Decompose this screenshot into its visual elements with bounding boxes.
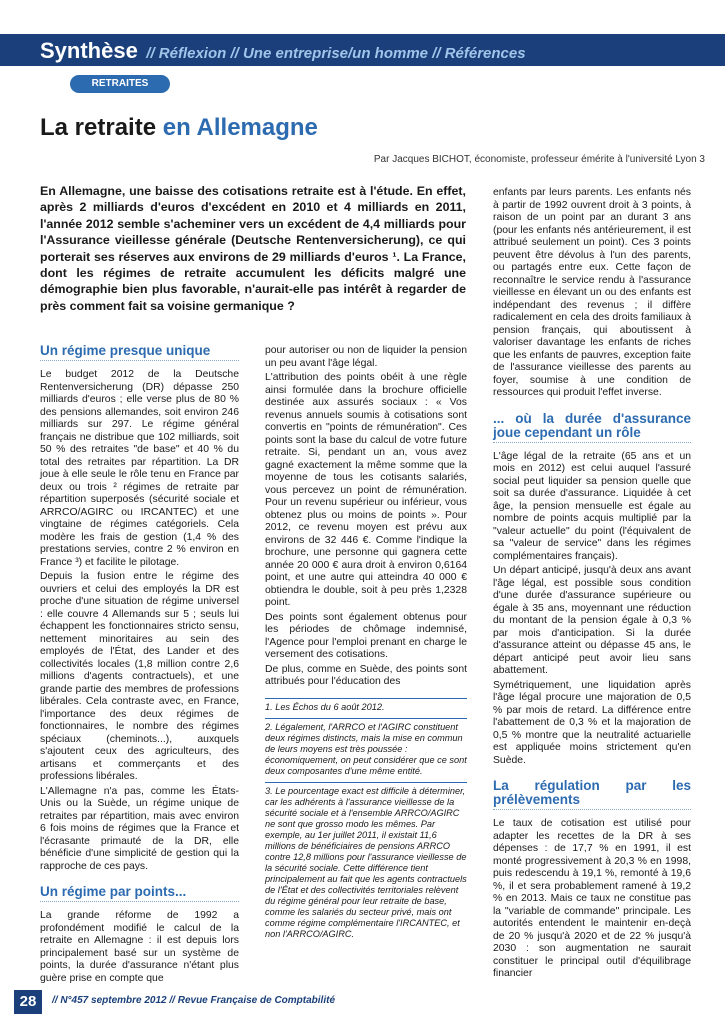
paragraph: Symétriquement, une liquidation après l'âge légal procure une majoration de 0,5 % par mois de retard. La différence entre l'abattement de 0,3 % et la majoration de 0,5 % montre que la neutralité actuarielle est appliquée moins strictement qu'en Suède. [493,679,691,766]
paragraph: Un départ anticipé, jusqu'à deux ans avant l'âge légal, est possible sous condition d'une durée d'assurance supérieure ou égale à 35 ans, moyennant une réduction du montant de la pension égale à 0,3 % par mois d'anticipation. Si la durée d'assurance atteint ou dépasse 45 ans, le départ anticipé peut avoir lieu sans abattement. [493,565,691,676]
footer-text: // N°457 septembre 2012 // Revue Française de Comptabilité [52,995,336,1006]
column-3 [493,187,691,983]
rubric-tag: RETRAITES [70,75,170,93]
paragraph: L'Allemagne n'a pas, comme les États-Unis ou la Suède, un régime unique de retraites par répartition, mais avec environ 6 fois moins de régimes que la France et l'écrasante primauté de la DR, elle bénéficie d'une simplicité de gestion qui la rapproche de ces pays. [40,785,239,872]
footnote: 2. Légalement, l'ARRCO et l'AGIRC constituent deux régimes distincts, mais la mise en commun de leurs moyens est très poussée : économiquement, on peut considérer que ce sont deux composantes d'une même entité. [265,718,467,782]
section-header-bar [0,34,725,66]
paragraph: La grande réforme de 1992 a profondément modifié le calcul de la retraite en Allemagne : il est depuis lors principalement basé sur un système de points, la durée d'assurance n'étant plus guère prise en compte que [40,910,239,984]
column-1 [40,340,239,987]
paragraph: enfants par leurs parents. Les enfants nés à partir de 1992 ouvrent droit à 3 points, à raison de un point par an durant 3 ans (pour les enfants nés antérieurement, il est attribué seulement un point). Ces 3 points peuvent être dévolus à l'un des parents, ou partagés entre eux. Cette façon de reconnaître le service rendu à l'assurance vieillesse en élevant un ou des enfants est indépendant des revenus ; il diffère radicalement en cela des droits familiaux à pension français, qui aboutissent à valoriser davantage les enfants de riches que les enfants de pauvres, exception faite de l'assurance vieillesse des parents au foyer, soumise à une condition de ressources qui produit l'effet inverse. [493,187,691,398]
paragraph: Le taux de cotisation est utilisé pour adapter les recettes de la DR à ses dépenses : de 17,7 % en 1991, il est monté progressivement à 20,3 % en 1998, puis redescendu à 19,1 %, remonté à 19,6 %, il et sera probablement ramené à 19,2 % en 2013. Mais ce taux ne constitue pas la "variable de commande" principale. Les autorités entendent le maintenir en-deçà de 20 % jusqu'à 2020 et de 22 % jusqu'à 2030 : son augmentation ne saurait constituer le principal outil d'équilibrage financier [493,818,691,979]
lead-paragraph: En Allemagne, une baisse des cotisations retraite est à l'étude. En effet, après 2 milliards d'euros d'excédent en 2010 et 4 milliards en 2011, l'année 2012 semble s'acheminer vers un excédent de 4,4 milliards pour l'Assurance vieillesse générale (Deutsche Rentenversicherung), ce qui porterait ses réserves aux environs de 29 milliards d'euros ¹. La France, dont les régimes de retraite accumulent les déficits malgré une démographie bien plus favorable, n'aurait-elle pas intérêt à regarder de près comment fait sa voisine germanique ? [40,184,466,313]
footnotes [265,698,467,945]
subheading: Un régime presque unique [40,344,239,361]
subheading: La régulation par les prélèvements [493,779,691,810]
paragraph: pour autoriser ou non de liquider la pension un peu avant l'âge légal. [265,345,467,369]
page-footer [0,990,725,1018]
paragraph: De plus, comme en Suède, des points sont attribués pour l'éducation des [265,663,467,687]
section-subnav[interactable]: // Réflexion // Une entreprise/un homme // Références [146,45,526,62]
section-title[interactable]: Synthèse [40,38,138,63]
paragraph: Le budget 2012 de la Deutsche Rentenversicherung (DR) dépasse 250 milliards d'euros ; elle verse plus de 80 % des pensions allemandes, soit environ 246 milliards sur 297. Le régime général français ne distribue que 102 milliards, soit 50 % des retraites "de base" et 40 % du total des retraites par répartition. La DR joue à elle seule le rôle tenu en France par deux ou trois ² régimes de retraite par répartition superposés (sécurité sociale et ARRCO/AGIRC ou IRCANTEC) et une vingtaine de régimes catégoriels. Cela modère les frais de gestion (1,4 % des prestations servies, contre 2 % environ en France ³) et facilite le pilotage. [40,369,239,568]
paragraph: L'attribution des points obéit à une règle ainsi formulée dans la brochure officielle destinée aux assurés sociaux : « Vos revenus annuels soumis à cotisations sont convertis en "points de rémunération". Ces points sont la base du calcul de votre future retraite. Si, pendant un an, vous avez gagné exactement la même somme que la moyenne de tous les cotisants salariés, vous percevez un point de rémunération. Pour un revenu supérieur ou inférieur, vous obtenez plus ou moins de points ». Pour 2012, ce revenu moyen est prévu aux environs de 32 446 €. Comme l'indique la brochure, une personne qui gagnera cette année 20 000 € aura droit à environ 0,6164 point, et une autre qui atteindra 40 000 € obtiendra le double, soit à peu près 1,2328 point. [265,372,467,608]
article-title [40,114,318,142]
subheading: ... où la durée d'assurance joue cependant un rôle [493,412,691,443]
paragraph: Des points sont également obtenus pour les périodes de chômage indemnisé, l'Agence pour l'emploi prenant en charge le versement des cotisations. [265,611,467,660]
subheading: Un régime par points... [40,885,239,902]
title-main: La retraite [40,114,157,141]
title-accent: en Allemagne [162,114,318,141]
footnote: 1. Les Échos du 6 août 2012. [265,698,467,718]
paragraph: Depuis la fusion entre le régime des ouvriers et celui des employés la DR est proche d'une situation de régime universel : elle couvre 4 Allemands sur 5 ; seuls lui échappent les fonctionnaires stricto sensu, nettement minoritaires au sein des employés de l'État, des Lander et des collectivités locales (1,8 million contre 2,6 millions d'agents contractuels), et une grande partie des membres de professions libérales. Cela contraste avec, en France, l'importance des deux régimes de fonctionnaires, le nombre des régimes spéciaux (cheminots...), auxquels s'ajoutent ceux des agriculteurs, des artisans et commerçants et des professions libérales. [40,571,239,782]
column-2 [265,345,467,691]
page-number: 28 [14,990,42,1014]
footnote: 3. Le pourcentage exact est difficile à déterminer, car les adhérents à l'assurance vieillesse de la sécurité sociale et à l'ensemble ARRCO/AGIRC ne sont que grosso modo les mêmes. Par exemple, au 1er juillet 2011, il existait 11,6 millions de bénéficiaires de pensions ARRCO contre 12,8 millions pour l'assurance vieillesse de la sécurité sociale. Cette différence tient principalement au fait que les agents contractuels de l'État et des collectivités territoriales relèvent du régime général pour leur retraite de base, comme les salariés du secteur privé, mais ont comme régime complémentaire l'IRCANTEC, et non l'ARRCO/AGIRC. [265,782,467,945]
paragraph: L'âge légal de la retraite (65 ans et un mois en 2012) est celui auquel l'assuré social peut liquider sa pension quelle que soit sa durée d'assurance. Liquidée à cet âge, la pension mensuelle est égale au nombre de points acquis multiplié par la "valeur actuelle" du point (l'équivalent de sa "valeur de service" dans les régimes complémentaires français). [493,450,691,562]
byline: Par Jacques BICHOT, économiste, professeur émérite à l'université Lyon 3 [373,154,705,165]
